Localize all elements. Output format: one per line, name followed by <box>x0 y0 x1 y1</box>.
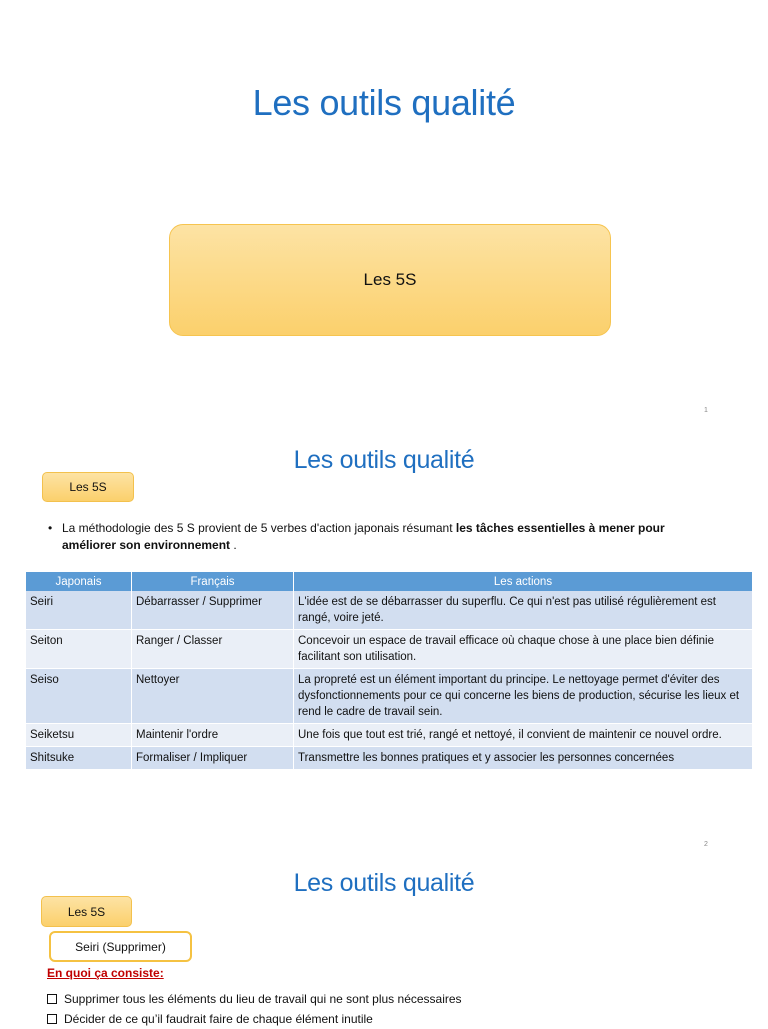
les-5s-tag <box>42 472 134 502</box>
slide-title: Les outils qualité <box>293 869 475 897</box>
bullet-bold-text: les tâches essentielles à mener pour améliorer son environnement <box>62 521 665 552</box>
cell-action: Concevoir un espace de travail efficace où chaque chose à une place bien définie facilitant son utilisation. <box>294 630 753 669</box>
list-item <box>47 989 462 1009</box>
bullet-end: . <box>233 538 237 552</box>
les-5s-tag <box>41 896 132 927</box>
intro-bullet <box>48 520 708 554</box>
checkbox-icon <box>47 994 57 1004</box>
list-item-text: Décider de ce qu’il faudrait faire de chaque élément inutile <box>64 1012 373 1026</box>
cell-japonais: Seiso <box>26 669 132 724</box>
bullet-text: La méthodologie des 5 S provient de 5 verbes d'action japonais résumant <box>62 521 453 535</box>
slide-3 <box>0 850 768 1024</box>
cell-francais: Ranger / Classer <box>132 630 294 669</box>
cell-action: L'idée est de se débarrasser du superflu. Ce qui n'est pas utilisé régulièrement est rangé, voire jeté. <box>294 591 753 630</box>
box-label: Les 5S <box>363 270 417 289</box>
cell-japonais: Seiri <box>26 591 132 630</box>
5s-table <box>26 572 753 770</box>
table-row <box>26 630 753 669</box>
slide-1 <box>0 0 768 425</box>
header-japonais: Japonais <box>26 572 132 591</box>
cell-japonais: Seiton <box>26 630 132 669</box>
cell-japonais: Shitsuke <box>26 747 132 770</box>
bullet-dot-icon: • <box>48 521 53 535</box>
tag-label: Les 5S <box>69 480 107 494</box>
table-row <box>26 724 753 747</box>
cell-francais: Nettoyer <box>132 669 294 724</box>
cell-francais: Maintenir l'ordre <box>132 724 294 747</box>
table-header-row <box>26 572 753 591</box>
section-heading: En quoi ça consiste: <box>47 966 164 980</box>
slide-2 <box>0 425 768 850</box>
slide-title: Les outils qualité <box>293 446 475 474</box>
les-5s-box <box>169 224 611 336</box>
cell-francais: Débarrasser / Supprimer <box>132 591 294 630</box>
cell-japonais: Seiketsu <box>26 724 132 747</box>
slide-title: Les outils qualité <box>252 82 516 123</box>
table-row <box>26 747 753 770</box>
header-francais: Français <box>132 572 294 591</box>
check-list <box>47 989 462 1029</box>
cell-action: La propreté est un élément important du principe. Le nettoyage permet d'éviter des dysfonctionnements pour ce qui concerne les biens de production, sécurise les lieux et rend le cadre de travail sein. <box>294 669 753 724</box>
cell-action: Transmettre les bonnes pratiques et y associer les personnes concernées <box>294 747 753 770</box>
checkbox-icon <box>47 1014 57 1024</box>
cell-action: Une fois que tout est trié, rangé et nettoyé, il convient de maintenir ce nouvel ordre. <box>294 724 753 747</box>
list-item <box>47 1009 462 1029</box>
tag-label: Les 5S <box>67 904 106 919</box>
page-number: 1 <box>704 407 708 414</box>
seiri-label: Seiri (Supprimer) <box>75 939 166 954</box>
cell-francais: Formaliser / Impliquer <box>132 747 294 770</box>
seiri-box <box>49 931 192 962</box>
table-row <box>26 591 753 630</box>
page-number: 2 <box>704 841 708 848</box>
list-item-text: Supprimer tous les éléments du lieu de travail qui ne sont plus nécessaires <box>64 992 462 1006</box>
header-actions: Les actions <box>294 572 753 591</box>
table-row <box>26 669 753 724</box>
